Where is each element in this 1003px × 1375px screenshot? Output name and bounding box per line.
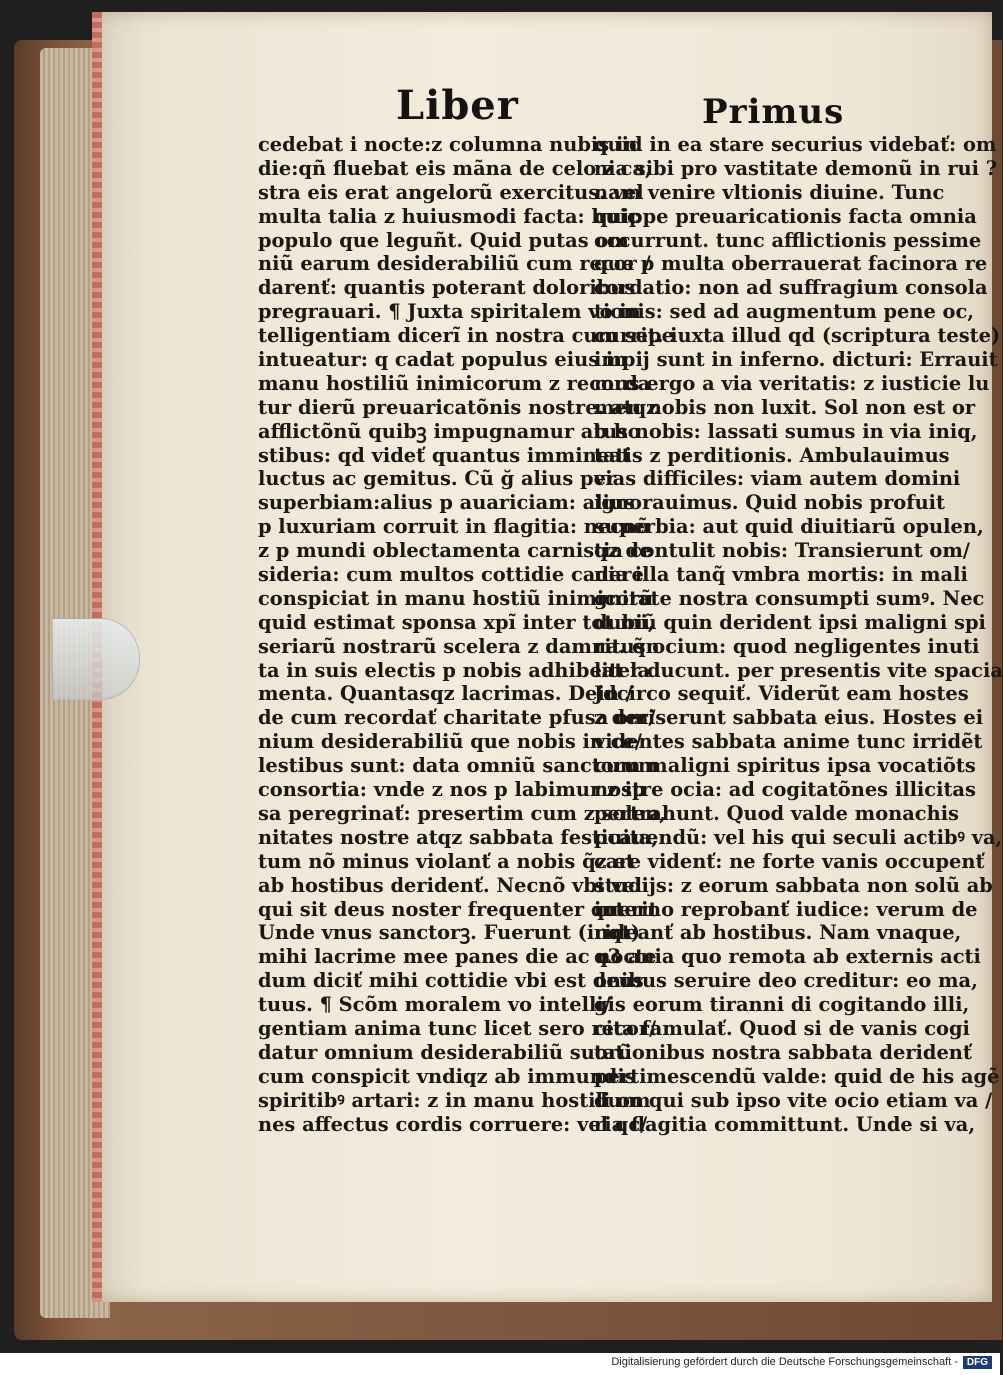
text-line: videntes sabbata anime tunc irridẽt — [594, 730, 983, 754]
text-line: liter ducunt. per presentis vite spacia — [594, 658, 1003, 682]
text-line: men nobis non luxit. Sol non est or — [594, 395, 976, 419]
text-line: conspiciat in manu hostiũ inimicorũ — [258, 586, 654, 610]
text-line: stra eis erat angelorũ exercitus. vel — [258, 180, 644, 204]
text-line: niũ earum desiderabiliũ cum recor / — [258, 252, 651, 276]
text-line: gis eorum tiranni di cogitando illi, — [594, 993, 970, 1017]
text-line: mihi lacrime mee panes die ac nocte — [258, 945, 657, 969]
text-line: z deriserunt sabbata eius. Hostes ei — [594, 706, 984, 730]
text-line: que p multa oberrauerat facinora re — [594, 252, 988, 276]
text-line: nes affectus cordis corruere: vel qc/ — [258, 1112, 648, 1136]
dfg-logo: DFG — [963, 1356, 992, 1369]
text-line: lestibus sunt: data omniũ sanctorum — [258, 754, 659, 778]
text-line: intueatur: q cadat populus eius in — [258, 348, 628, 372]
text-line: gnitate nostra consumpti sumꝰ. Nec — [594, 586, 985, 610]
text-line: quid estimat sponsa xpĩ inter tot mi, — [258, 610, 655, 634]
text-line: nitates nostre atqz sabbata festiuita, — [258, 825, 659, 849]
text-line: nostre ocia: ad cogitatõnes illicitas — [594, 778, 976, 802]
running-head-right: Primus — [702, 92, 845, 132]
text-line: rideanť ab hostibus. Nam vnaque, — [594, 921, 962, 945]
text-column-left — [258, 133, 674, 1136]
text-line: cita famulať. Quod si de vanis cogi — [594, 1016, 970, 1040]
text-line: pregrauari. ¶ Juxta spiritalem vo in — [258, 300, 641, 324]
text-line: pertrahunt. Quod valde monachis — [594, 801, 959, 825]
text-line: ab hostibus deridenť. Necnõ vbi vel — [258, 873, 642, 897]
text-line: populo que leguñt. Quid putas om — [258, 228, 629, 252]
text-line: tuus. ¶ Scõm moralem vo intelli/ — [258, 993, 611, 1017]
text-line: tationibus nostra sabbata deridenť — [594, 1040, 972, 1064]
text-line: telligentiam dicerĩ in nostra cum sepe — [258, 324, 674, 348]
text-line: ta in suis electis p nobis adhibeat la — [258, 658, 650, 682]
text-line: interno reprobanť iudice: verum de — [594, 897, 978, 921]
text-line: impij sunt in inferno. dicturi: Errauit — [594, 348, 998, 372]
text-line: superbia: aut quid diuitiarũ opulen, — [594, 515, 984, 539]
text-line: quippe preuaricationis facta omnia — [594, 204, 977, 228]
text-line: pertimescendũ valde: quid de his agẽ — [594, 1064, 1000, 1088]
text-line: spiritibꝰ artari: z in manu hostili om — [258, 1088, 651, 1112]
text-line: nam venire vltionis diuine. Tunc — [594, 180, 945, 204]
text-line: consortia: vnde z nos p labimur z ip — [258, 778, 646, 802]
text-line: cedebat i nocte:z columna nubis in — [258, 133, 638, 156]
text-line: currit. iuxta illud qd (scriptura teste) — [594, 324, 1001, 348]
text-line: nia sibi pro vastitate demonũ in rui ? — [594, 156, 998, 180]
text-line: occurrunt. tunc afflictionis pessime — [594, 228, 982, 252]
text-line: p luxuriam corruit in flagitia: necnõ — [258, 515, 650, 539]
text-line: tus nobis: lassati sumus in via iniq, — [594, 419, 978, 443]
text-line: quid in ea stare securius videbať: om — [594, 133, 997, 156]
text-line: datur omnium desiderabiliũ suorũ — [258, 1040, 633, 1064]
text-line: onibus seruire deo creditur: eo ma, — [594, 969, 978, 993]
text-line: z p mundi oblectamenta carnisqz de — [258, 539, 652, 563]
text-line: darenť: quantis poterant doloribus — [258, 276, 636, 300]
text-line: ria flagitia committunt. Unde si va, — [594, 1112, 976, 1136]
text-line: tur dierũ preuaricatõnis nostre. atqz — [258, 395, 658, 419]
text-line: tum nõ minus violanť a nobis q̃z et — [258, 849, 635, 873]
text-line: cum maligni spiritus ipsa vocatiõts — [594, 754, 976, 778]
text-line: stibus: qd videť quantus immineat — [258, 443, 631, 467]
text-line: cum conspicit vndiqz ab immundis — [258, 1064, 636, 1088]
text-line: studijs: z eorum sabbata non solũ ab — [594, 873, 993, 897]
text-line: menta. Quantasqz lacrimas. Dein / — [258, 682, 633, 706]
text-line: seriarũ nostrarũ scelera z damna. q̃n — [258, 634, 660, 658]
text-line: care videnť: ne forte vanis occupenť — [594, 849, 985, 873]
text-line: superbiam:alius p auariciam: alius — [258, 491, 635, 515]
text-line: Jdcirco sequiť. Viderũt eam hostes — [594, 682, 969, 706]
text-line: tionis: sed ad augmentum pene oc, — [594, 300, 975, 324]
text-line: mus ergo a via veritatis: z iusticie lu — [594, 371, 990, 395]
text-line: dum diciť mihi cottidie vbi est deus — [258, 969, 644, 993]
text-line: luctus ac gemitus. Cũ ğ alius per — [258, 467, 617, 491]
text-line: sideria: cum multos cottidie cadere — [258, 563, 644, 587]
text-line: tatis z perditionis. Ambulauimus — [594, 443, 950, 467]
text-line: tia contulit nobis: Transierunt om/ — [594, 539, 970, 563]
text-line: ignorauimus. Quid nobis profuit — [594, 491, 945, 515]
text-line: Unde vnus sanctorꝫ. Fuerunt (inqt) — [258, 921, 640, 945]
footer-credit: Digitalisierung gefördert durch die Deutsche Forschungsgemeinschaft - — [611, 1356, 958, 1368]
text-line: sa peregrinať: presertim cum z solen, — [258, 801, 666, 825]
text-line: cordatio: non ad suffragium consola — [594, 276, 988, 300]
page-clip — [52, 618, 140, 700]
text-line: die:qñ fluebat eis mãna de celo z ca, — [258, 156, 652, 180]
text-line: ritus ocium: quod negligentes inuti — [594, 634, 980, 658]
text-line: q3 ania quo remota ab externis acti — [594, 945, 981, 969]
running-head-left: Liber — [396, 82, 519, 129]
text-line: dum qui sub ipso vite ocio etiam va / — [594, 1088, 993, 1112]
text-line: nium desiderabiliũ que nobis in ce/ — [258, 730, 642, 754]
text-line: afflictõnũ quibꝫ impugnamur ab ho — [258, 419, 641, 443]
text-column-right — [594, 133, 1003, 1136]
text-line: qui sit deus noster frequenter querit — [258, 897, 658, 921]
text-line: nia illa tanq̃ vmbra mortis: in mali — [594, 563, 968, 587]
text-line: de cum recordať charitate pfusa om/ — [258, 706, 656, 730]
text-line: multa talia z huiusmodi facta: huic — [258, 204, 639, 228]
text-line: dubiũ quin derident ipsi maligni spi — [594, 610, 986, 634]
text-line: pcauendũ: vel his qui seculi actibꝰ va, — [594, 825, 1003, 849]
text-line: manu hostiliũ inimicorum z recorda — [258, 371, 651, 395]
text-line: vias difficiles: viam autem domini — [594, 467, 961, 491]
text-line: gentiam anima tunc licet sero recor/ — [258, 1016, 657, 1040]
